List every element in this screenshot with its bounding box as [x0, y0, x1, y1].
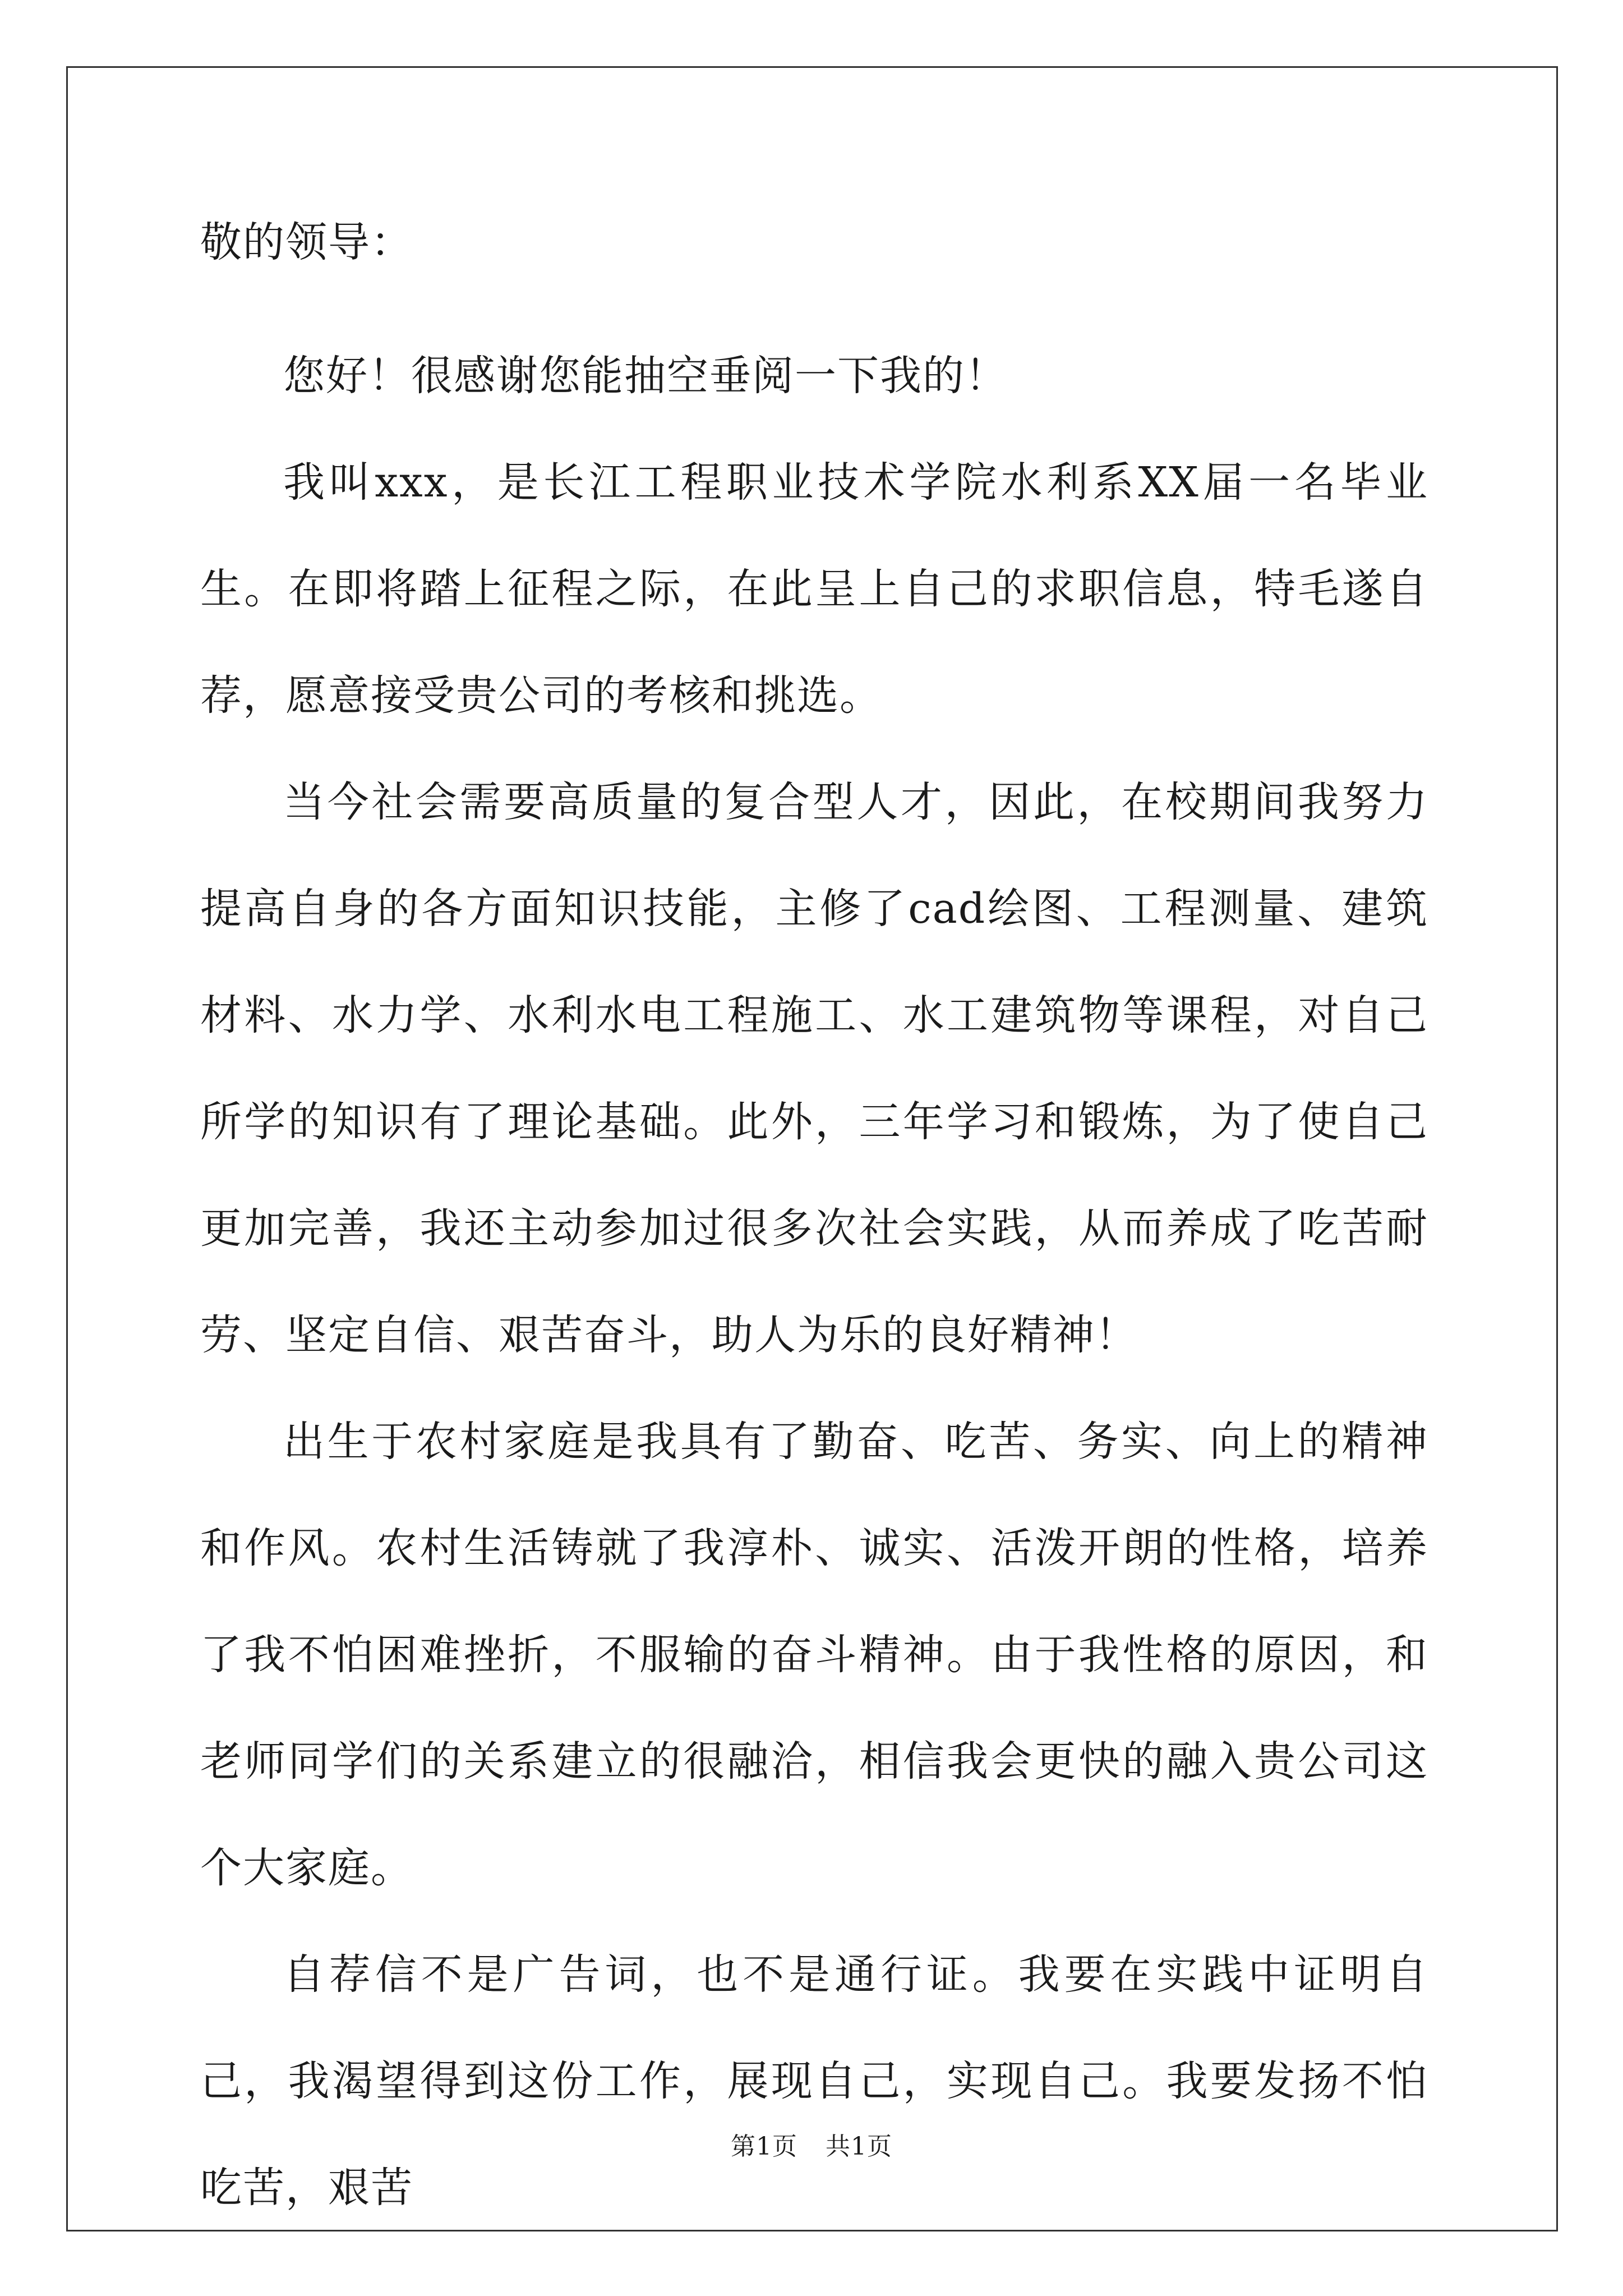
paragraph-background: 出生于农村家庭是我具有了勤奋、吃苦、务实、向上的精神和作风。农村生活铸就了我淳朴、诚实、活泼开朗的性格，培养了我不怕困难挫折，不服输的奋斗精神。由于我性格的原因，和老师同学们的关系建立的很融洽，相信我会更快的融入贵公司这个大家庭。 — [200, 1418, 1428, 1892]
salutation: 敬的领导： — [200, 218, 413, 266]
letter-body — [200, 218, 1428, 2241]
paragraph-introduction: 我叫xxx，是长江工程职业技术学院水利系XX届一名毕业生。在即将踏上征程之际，在此呈上自己的求职信息，特毛遂自荐，愿意接受贵公司的考核和挑选。 — [200, 458, 1428, 720]
paragraph-closing: 自荐信不是广告词，也不是通行证。我要在实践中证明自己，我渴望得到这份工作，展现自己，实现自己。我要发扬不怕吃苦，艰苦 — [200, 1950, 1428, 2212]
page-number: 第1页 — [731, 2132, 797, 2161]
page-footer — [0, 2134, 1623, 2159]
page-total: 共1页 — [826, 2132, 892, 2161]
paragraph-education: 当今社会需要高质量的复合型人才，因此，在校期间我努力提高自身的各方面知识技能，主修了cad绘图、工程测量、建筑材料、水力学、水利水电工程施工、水工建筑物等课程，对自己所学的知识有了理论基础。此外，三年学习和锻炼，为了使自己更加完善，我还主动参加过很多次社会实践，从而养成了吃苦耐劳、坚定自信、艰苦奋斗，助人为乐的良好精神！ — [200, 778, 1428, 1359]
paragraph-greeting: 您好！很感谢您能抽空垂阅一下我的！ — [283, 352, 1008, 400]
